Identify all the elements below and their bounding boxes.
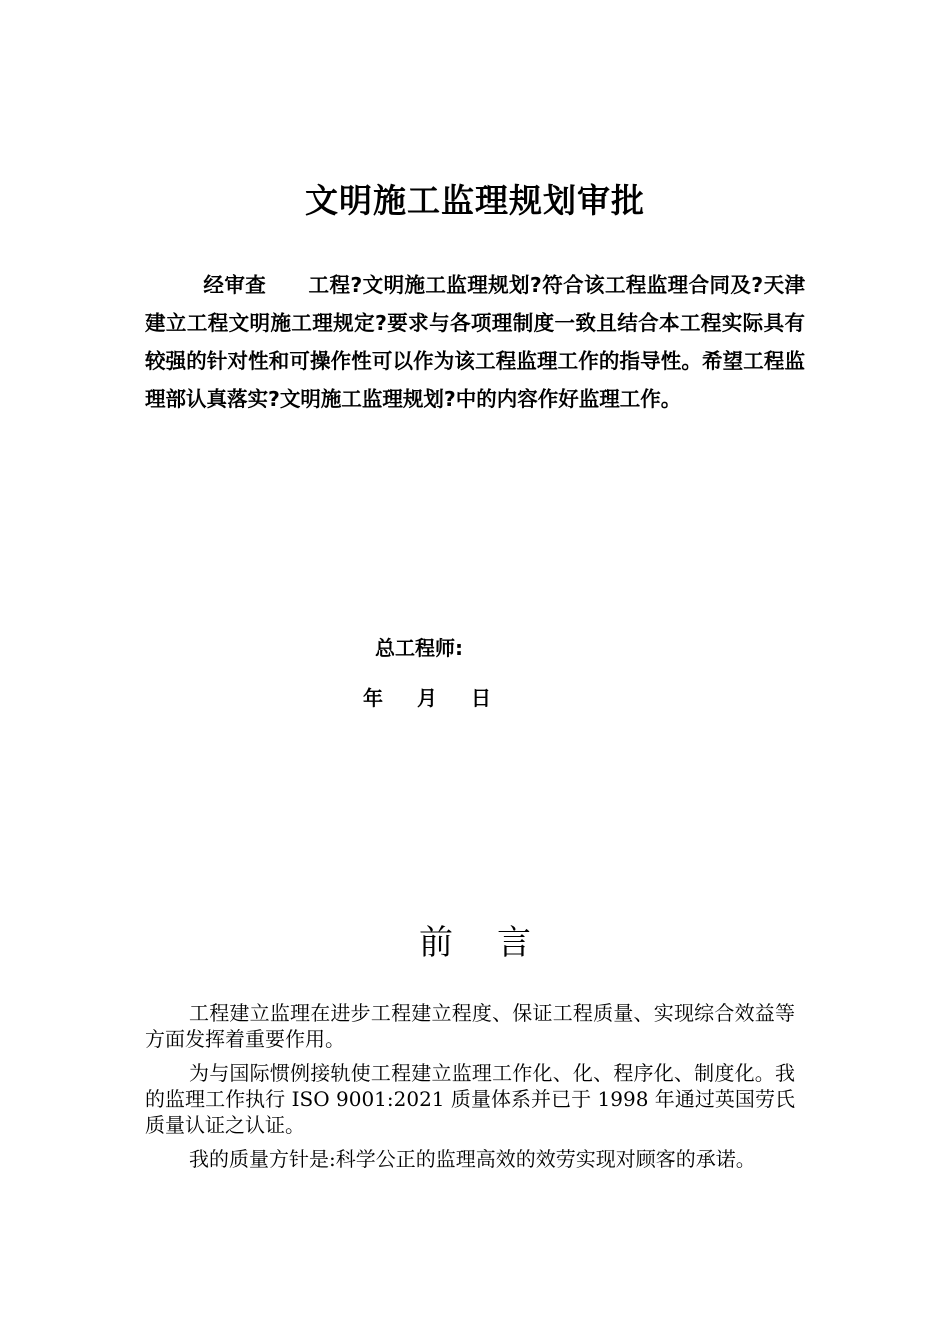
preface-paragraph: 为与国际惯例接轨使工程建立监理工作化、化、程序化、制度化。我的监理工作执行 ISO 9001:2021 质量体系并已于 1998 年通过英国劳氏质量认证之认证。 (145, 1061, 795, 1137)
date-month: 月 (417, 686, 437, 710)
approval-paragraph (145, 266, 805, 418)
approval-text: 工程?文明施工监理规划?符合该工程监理合同及?天津建立工程文明施工理规定?要求与各项理制度一致且结合本工程实际具有较强的针对性和可操作性可以作为该工程监理工作的指导性。希望工程监理部认真落实?文明施工监理规划?中的内容作好监理工作。 (145, 273, 805, 411)
signature-label: 总工程师: (375, 636, 463, 660)
date-line (363, 682, 491, 714)
preface-paragraph: 我的质量方针是:科学公正的监理高效的效劳实现对顾客的承诺。 (189, 1147, 756, 1171)
preface-body (145, 1000, 795, 1180)
preface-title-char-1: 前 (419, 923, 453, 963)
preface-title (0, 918, 950, 968)
approval-lead: 经审查 (203, 273, 267, 297)
preface-paragraph: 工程建立监理在进步工程建立程度、保证工程质量、实现综合效益等方面发挥着重要作用。 (145, 1001, 795, 1051)
date-day: 日 (471, 686, 491, 710)
preface-title-char-2: 言 (497, 923, 531, 963)
date-year: 年 (363, 686, 383, 710)
approval-title: 文明施工监理规划审批 (305, 181, 645, 220)
